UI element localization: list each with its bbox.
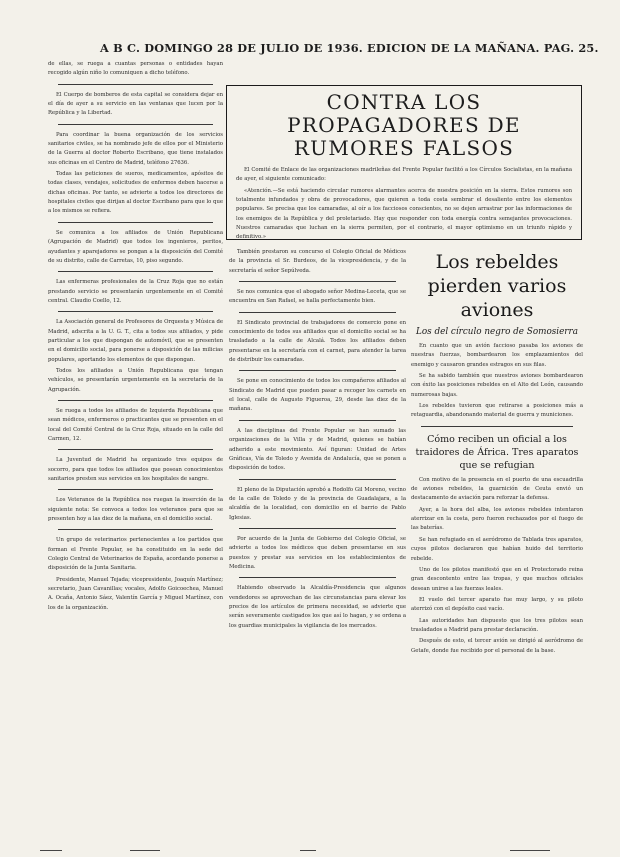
printer-marks: [40, 848, 580, 854]
col1-paragraph: La Juventud de Madrid ha organizado tres equipos de socorro, para que todos los afiliados que posean conocimientos sanitarios presten sus servicios en los hospitales de sangre.: [48, 457, 223, 483]
box-headline-line-2: RUMORES FALSOS: [293, 136, 515, 160]
column-rule: [58, 222, 213, 223]
column-rule: [58, 529, 213, 530]
col1-paragraph: Se ruega a todos los afiliados de Izquierda Republicana que sean médicos, enfermeros o practicantes que se presenten en el local del Comité Central de la Cruz Roja, situado en la calle del Carmen, 12.: [48, 407, 223, 442]
column-rule: [58, 311, 213, 312]
somosierra-subheadline: Los del círculo negro de Somosierra: [416, 327, 578, 337]
africa-headline: Cómo reciben un oficial a los traidores de África. Tres aparatos que se refugian: [415, 433, 579, 471]
column-rule: [58, 124, 213, 125]
column-rule: [239, 479, 396, 480]
col2-paragraph: Se nos comunica que el abogado señor Medina-Leceta, que se encuentra en San Rafael, se halla perfectamente bien.: [229, 289, 406, 305]
column-rule: [58, 271, 213, 272]
box-paragraph: «Atención.—Se está haciendo circular rumores alarmantes acerca de nuestra posición en la sierra. Estos rumores son totalmente infundados y obra de provocadores, que quieren a toda costa sembrar el desaliento entre los elementos populares. Se precisa que los camaradas, al oír a los facciosos conscientes, no se dejen arrastrar por las informaciones de los enemigos de la República y del proletariado. Hay que responder con toda energía contra semejantes provocaciones. Nuestros camaradas que luchan en la sierra permiten, por el contrario, el mayor optimismo en un triunfo rápido y definitivo.»: [236, 187, 572, 241]
column-rule: [239, 370, 396, 371]
col1-paragraph: de ellas, se ruega a cuantas personas o entidades hayan recogido algún niño lo comuniquen a dicho teléfono.: [48, 61, 223, 77]
box-paragraph: El Comité de Enlace de las organizaciones madrileñas del Frente Popular facilitó a los Círculos Socialistas, en la mañana de ayer, el siguiente comunicado:: [236, 167, 572, 183]
col1-paragraph: Un grupo de veterinarios pertenecientes a los partidos que forman el Frente Popular, se ha constituido en la sede del Colegio Central de Veterinarios de España, acordando ponerse a disposición de la Junta Sanitaria.: [48, 537, 223, 572]
column-rule: [58, 84, 213, 85]
col3-paragraph: Se ha sabido también que nuestros aviones bombardearon con éxito las posiciones rebeldes en el Alto del León, causando numerosas bajas.: [411, 373, 583, 398]
column-rule: [239, 312, 396, 313]
col2-paragraph: Por acuerdo de la Junta de Gobierno del Colegio Oficial, se advierte a todos los médicos que deben presentarse en sus puestos y prestar sus servicios en los establecimientos de Medicina.: [229, 535, 406, 570]
col1-paragraph: La Asociación general de Profesores de Orquesta y Música de Madrid, adscrita a la U. G. T., cita a todos sus afiliados, y pide particular a los que dispongan de automóvil, que se presenten en el domicilio social, para ponerse a disposición de las milicias populares, aportando los elementos de que dispongan.: [48, 319, 223, 363]
col2-paragraph: El Sindicato provincial de trabajadores de comercio pone en conocimiento de todos sus afiliados que el domicilio social se ha trasladado a la calle de Alcalá. Todos los afiliados deben presentarse en la secretaría con el carnet, para atender la tarea de distribuir los camaradas.: [229, 319, 406, 364]
column-rule: [421, 426, 573, 427]
printer-mark: [510, 850, 550, 851]
column-rule: [58, 489, 213, 490]
col3-paragraph: Se han refugiado en el aeródromo de Tablada tres aparatos, cuyos pilotos declararon que habían huido del territorio rebelde.: [411, 536, 583, 562]
col3-paragraph: Las autoridades han dispuesto que los tres pilotos sean trasladados a Madrid para prestar declaración.: [411, 617, 583, 633]
column-rule: [239, 281, 396, 282]
col2-paragraph: A las disciplinas del Frente Popular se han sumado las organizaciones de la Villa y de Madrid, quienes se habían adherido a este movimiento. Así figuran: Unidad de Artes Gráficas, Vía de Toledo y Avenida de Andalucía, que se ponen a disposición de todos.: [229, 427, 406, 472]
col2-paragraph: Se pone en conocimiento de todos los compañeros afiliados al Sindicato de Madrid que pueden pasar a recoger los carnets en el local, calle de Augusto Figueroa, 29, desde las diez de la mañana.: [229, 378, 406, 413]
col1-paragraph: Todos los afiliados a Unión Republicana que tengan vehículos, se presentarán urgentemente en la secretaría de la Agrupación.: [48, 367, 223, 393]
col1-paragraph: Se comunica a los afiliados de Unión Republicana (Agrupación de Madrid) que todos los ingenieros, peritos, ayudantes y aparejadores se pongan a la disposición del Comité de su distrito, calle de Carretas, 10, piso segundo.: [48, 229, 223, 264]
col3-paragraph: El vuelo del tercer aparato fue muy largo, y su piloto aterrizó con el depósito casi vacío.: [411, 596, 583, 613]
col3-paragraph: Después de esto, el tercer avión se dirigió al aeródromo de Getafe, donde fue recibido por el personal de la base.: [411, 638, 583, 654]
col1-paragraph: Para coordinar la buena organización de los servicios sanitarios civiles, se ha nombrado jefe de ellos por el Ministerio de la Guerra al doctor Roberto Escribano, que tiene instalados sus oficinas en el Centro de Madrid, teléfono 27636.: [48, 131, 223, 166]
printer-mark: [40, 850, 62, 851]
column-rule: [239, 420, 396, 421]
rebeldes-headline: Los rebeldes pierden varios aviones: [427, 251, 567, 321]
column-rule: [239, 528, 396, 529]
col1-paragraph: Los Veteranos de la República nos ruegan la inserción de la siguiente nota: Se convoca a todos los veteranos para que se presenten hoy a las diez de la mañana, en el domicilio social.: [48, 497, 223, 523]
col3-paragraph: En cuanto que un avión faccioso pasaba los aviones de nuestras fuerzas, bombardearon los emplazamientos del enemigo y causaron grandes estragos en sus filas.: [411, 343, 583, 368]
col1-paragraph: El Cuerpo de bomberos de esta capital se considera dejar en el día de ayer a su servicio en las ventanas que lucen por la República y la Libertad.: [48, 91, 223, 117]
column-rule: [239, 577, 396, 578]
boxed-article: [226, 85, 582, 240]
box-headline-line-1: CONTRA LOS PROPAGADORES DE: [287, 90, 521, 137]
running-head: A B C. DOMINGO 28 DE JULIO DE 1936. EDICION DE LA MAÑANA. PAG. 25.: [100, 41, 599, 55]
col2-paragraph: También prestaron su concurso el Colegio Oficial de Médicos de la provincia el Sr. Burdeos, de la vicepresidencia, y de la secretaría el señor Sepúlveda.: [229, 249, 406, 274]
printer-mark: [300, 850, 316, 851]
col3-paragraph: Con motivo de la presencia en el puerto de una escuadrilla de aviones rebeldes, la guarnición de Ceuta envió un destacamento de aviación para reforzar la defensa.: [411, 476, 583, 502]
col1-paragraph: Todas las peticiones de sueros, medicamentos, apósitos de todas clases, vendajes, solicitudes de enfermos deben hacerse a dichas oficinas. Por tanto, se advierte a todos los directores de hospitales civiles que dirijan al doctor Escribano para que lo que a los mismos se refiera.: [48, 171, 223, 215]
col3-paragraph: Ayer, a la hora del alba, los aviones rebeldes intentaron aterrizar en la costa, pero fueron rechazados por el fuego de las baterías.: [411, 506, 583, 532]
col2-paragraph: Habiendo observado la Alcaldía-Presidencia que algunos vendedores se aprovechan de las circunstancias para elevar los precios de los artículos de primera necesidad, se advierte que serán severamente castigados los que así lo hagan, y se ordena a los guardias municipales la vigilancia de los mercados.: [229, 585, 406, 629]
col3-paragraph: Los rebeldes tuvieron que retirarse a posiciones más a retaguardia, abandonando material de guerra y municiones.: [411, 403, 583, 419]
col2-paragraph: El pleno de la Diputación aprobó a Rodolfo Gil Moreno, vecino de la calle de Toledo y de la provincia de Guadalajara, a la alcaldía de la localidad, con domicilio en el barrio de Pablo Iglesias.: [229, 486, 406, 521]
col3-paragraph: Uno de los pilotos manifestó que en el Protectorado reina gran descontento entre las tropas, y que muchos oficiales desean unirse a las fuerzas leales.: [411, 566, 583, 592]
col1-paragraph: Las enfermeras profesionales de la Cruz Roja que no están prestando servicio se presentarán urgentemente en el Comité central. Claudio Coello, 12.: [48, 279, 223, 304]
column-rule: [58, 449, 213, 450]
column-3: [411, 248, 583, 848]
box-headline: [236, 91, 572, 160]
printer-mark: [130, 850, 160, 851]
column-rule: [58, 400, 213, 401]
col1-paragraph: Presidente, Manuel Tejada; vicepresidente, Joaquín Martínez; secretario, Juan Cavanillas; vocales, Adolfo Goicoechea, Manuel A. Ocaña, Antonio Sáez, Valentín García y Miguel Martínez, con los de la organización.: [48, 576, 223, 611]
column-2: [229, 248, 406, 848]
column-1: [48, 60, 223, 850]
